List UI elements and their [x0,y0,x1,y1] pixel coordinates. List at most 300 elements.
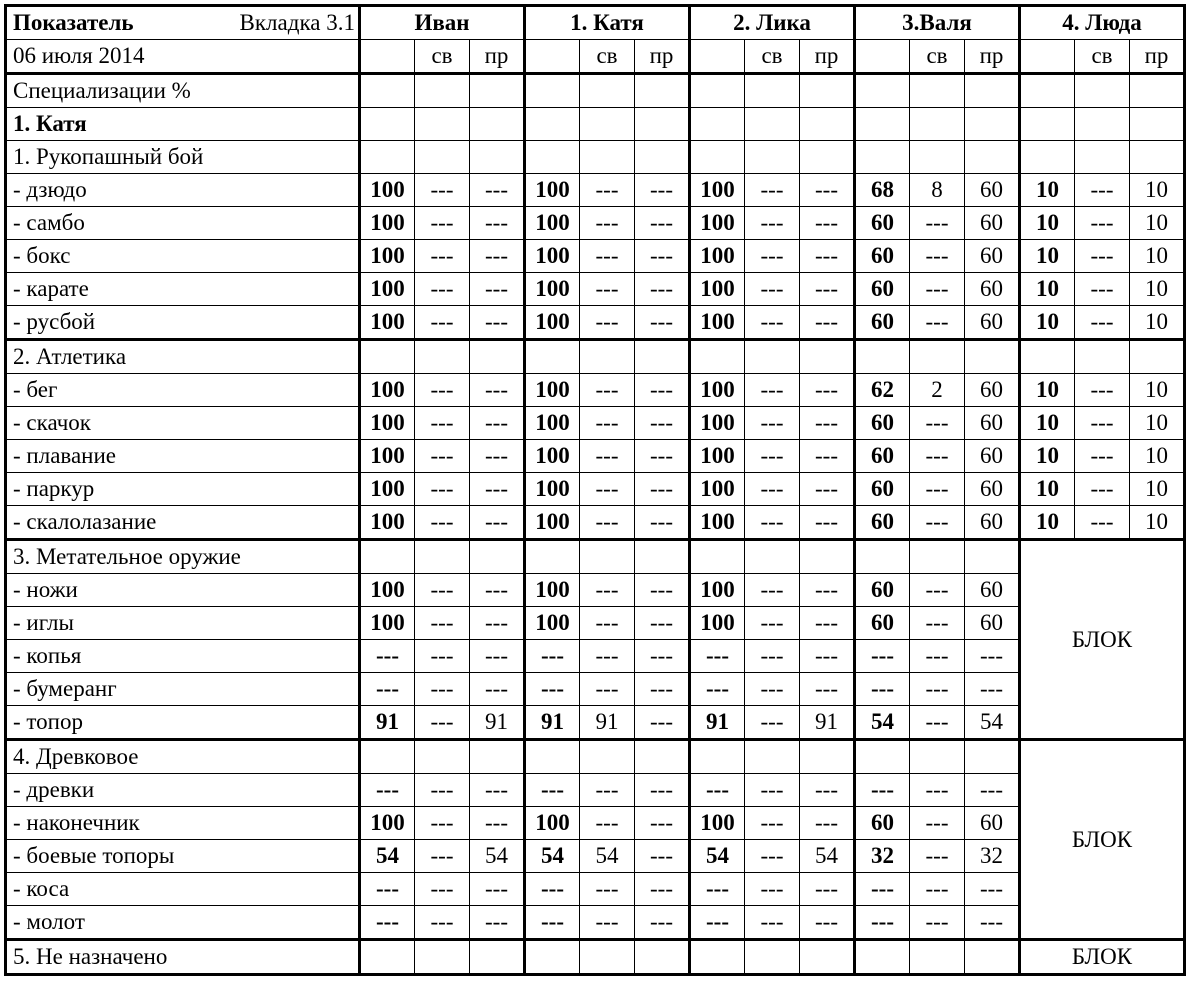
sub-header-sv: св [745,40,800,74]
value-cell-sub: 60 [965,306,1020,340]
value-cell-main: 54 [690,840,745,873]
value-cell-sub: --- [800,906,855,940]
empty-cell [690,340,745,374]
row-label: 3. Метательное оружие [6,540,360,574]
table-row [6,306,1185,340]
empty-cell [910,540,965,574]
row-label: - бег [6,374,360,407]
value-cell-sub: --- [580,506,635,540]
value-cell-sub: --- [910,473,965,506]
sub-header-blank [855,40,910,74]
value-cell-sub: --- [470,640,525,673]
empty-cell [745,540,800,574]
empty-cell [855,74,910,108]
row-label: - русбой [6,306,360,340]
empty-cell [855,108,910,141]
value-cell-sub: --- [745,207,800,240]
value-cell-sub: --- [745,840,800,873]
value-cell-sub: 60 [965,374,1020,407]
value-cell-sub: 60 [965,440,1020,473]
empty-cell [965,740,1020,774]
empty-cell [1130,141,1185,174]
row-label: - молот [6,906,360,940]
value-cell-main: 100 [690,273,745,306]
row-label: - коса [6,873,360,906]
row-label: 1. Катя [6,108,360,141]
empty-cell [965,540,1020,574]
value-cell-sub: --- [580,774,635,807]
value-cell-sub: 60 [965,807,1020,840]
value-cell-sub: --- [965,774,1020,807]
value-cell-sub: --- [1075,273,1130,306]
empty-cell [415,141,470,174]
value-cell-sub: --- [800,506,855,540]
empty-cell [910,740,965,774]
block-cell: БЛОК [1020,540,1185,740]
empty-cell [635,141,690,174]
sub-header-sv: св [1075,40,1130,74]
value-cell-main: 100 [525,473,580,506]
empty-cell [470,108,525,141]
value-cell-main: 100 [690,306,745,340]
value-cell-sub: --- [745,673,800,706]
empty-cell [635,540,690,574]
empty-cell [580,540,635,574]
empty-cell [415,108,470,141]
table-row [6,940,1185,975]
value-cell-main: --- [855,774,910,807]
sub-header-blank [360,40,415,74]
table-row [6,340,1185,374]
value-cell-sub: --- [635,840,690,873]
value-cell-sub: --- [470,774,525,807]
empty-cell [1075,74,1130,108]
row-label: - боевые топоры [6,840,360,873]
value-cell-main: --- [855,673,910,706]
value-cell-sub: --- [470,673,525,706]
value-cell-sub: --- [580,440,635,473]
empty-cell [690,74,745,108]
table-row [6,74,1185,108]
empty-cell [360,340,415,374]
value-cell-main: 100 [690,174,745,207]
value-cell-main: 10 [1020,207,1075,240]
value-cell-main: 100 [525,440,580,473]
value-cell-sub: 54 [470,840,525,873]
empty-cell [855,540,910,574]
table-row [6,440,1185,473]
value-cell-sub: 10 [1130,273,1185,306]
value-cell-main: 100 [690,407,745,440]
value-cell-sub: --- [910,506,965,540]
person-header: 1. Катя [525,6,690,40]
value-cell-sub: --- [800,240,855,273]
value-cell-sub: 60 [965,574,1020,607]
sub-header-sv: св [580,40,635,74]
value-cell-sub: --- [800,440,855,473]
table-row [6,673,1185,706]
value-cell-main: --- [360,640,415,673]
value-cell-main: 100 [525,574,580,607]
value-cell-sub: --- [415,640,470,673]
value-cell-sub: 60 [965,473,1020,506]
value-cell-main: --- [360,873,415,906]
value-cell-sub: --- [910,774,965,807]
empty-cell [1130,108,1185,141]
table-row [6,273,1185,306]
row-label: 4. Древковое [6,740,360,774]
value-cell-sub: 10 [1130,207,1185,240]
value-cell-sub: 32 [965,840,1020,873]
empty-cell [1075,340,1130,374]
empty-cell [360,740,415,774]
table-body [6,6,1185,975]
empty-cell [745,340,800,374]
empty-cell [580,74,635,108]
value-cell-sub: --- [910,240,965,273]
row-label: - карате [6,273,360,306]
value-cell-main: 60 [855,506,910,540]
table-row [6,774,1185,807]
person-header: 3.Валя [855,6,1020,40]
empty-cell [470,141,525,174]
table-row [6,506,1185,540]
value-cell-main: --- [690,774,745,807]
value-cell-sub: --- [470,440,525,473]
value-cell-sub: --- [910,207,965,240]
empty-cell [580,940,635,975]
table-row [6,374,1185,407]
block-cell: БЛОК [1020,740,1185,940]
value-cell-sub: --- [470,174,525,207]
value-cell-main: 100 [525,174,580,207]
value-cell-sub: --- [965,873,1020,906]
sub-header-pr: пр [800,40,855,74]
person-header: 4. Люда [1020,6,1185,40]
empty-cell [745,940,800,975]
value-cell-sub: --- [415,174,470,207]
value-cell-sub: --- [580,574,635,607]
value-cell-sub: --- [800,273,855,306]
value-cell-sub: --- [910,807,965,840]
value-cell-sub: --- [580,607,635,640]
value-cell-sub: --- [580,906,635,940]
row-label: Специализации % [6,74,360,108]
value-cell-sub: --- [470,574,525,607]
value-cell-sub: --- [470,607,525,640]
value-cell-sub: --- [580,673,635,706]
table-row [6,807,1185,840]
value-cell-main: 10 [1020,273,1075,306]
value-cell-sub: --- [800,473,855,506]
value-cell-main: 10 [1020,240,1075,273]
value-cell-sub: --- [470,873,525,906]
value-cell-sub: --- [470,407,525,440]
value-cell-sub: --- [1075,306,1130,340]
empty-cell [965,340,1020,374]
row-label: - копья [6,640,360,673]
value-cell-sub: --- [910,574,965,607]
row-label: - бумеранг [6,673,360,706]
table-row [6,240,1185,273]
value-cell-main: 100 [360,374,415,407]
value-cell-sub: --- [800,673,855,706]
empty-cell [360,108,415,141]
empty-cell [745,74,800,108]
empty-cell [910,141,965,174]
sub-header-pr: пр [965,40,1020,74]
value-cell-sub: --- [470,207,525,240]
value-cell-sub: --- [635,240,690,273]
sub-header-blank [690,40,745,74]
value-cell-sub: --- [470,273,525,306]
value-cell-main: 100 [360,473,415,506]
value-cell-main: 91 [525,706,580,740]
empty-cell [470,340,525,374]
value-cell-sub: --- [415,273,470,306]
value-cell-sub: --- [745,240,800,273]
value-cell-sub: --- [415,706,470,740]
value-cell-main: --- [360,906,415,940]
row-label: 2. Атлетика [6,340,360,374]
value-cell-main: --- [525,873,580,906]
table-row [6,607,1185,640]
row-label: - древки [6,774,360,807]
value-cell-sub: --- [635,306,690,340]
empty-cell [910,340,965,374]
value-cell-sub: --- [470,906,525,940]
value-cell-main: 10 [1020,306,1075,340]
value-cell-sub: --- [745,407,800,440]
value-cell-sub: 10 [1130,407,1185,440]
value-cell-sub: --- [635,607,690,640]
value-cell-main: 100 [690,440,745,473]
row-label: 1. Рукопашный бой [6,141,360,174]
value-cell-sub: --- [745,640,800,673]
value-cell-sub: --- [1075,374,1130,407]
value-cell-sub: --- [1075,506,1130,540]
value-cell-sub: --- [415,440,470,473]
value-cell-sub: --- [635,207,690,240]
value-cell-sub: --- [745,440,800,473]
value-cell-main: --- [525,774,580,807]
value-cell-sub: --- [1075,407,1130,440]
person-header: 2. Лика [690,6,855,40]
table-row [6,574,1185,607]
value-cell-main: --- [525,906,580,940]
value-cell-sub: --- [635,174,690,207]
value-cell-sub: --- [745,473,800,506]
value-cell-sub: --- [800,774,855,807]
value-cell-sub: --- [470,240,525,273]
value-cell-sub: 10 [1130,174,1185,207]
value-cell-sub: --- [800,640,855,673]
value-cell-sub: --- [910,706,965,740]
value-cell-sub: --- [580,807,635,840]
value-cell-sub: --- [470,506,525,540]
empty-cell [855,940,910,975]
value-cell-main: --- [525,640,580,673]
value-cell-sub: --- [580,240,635,273]
header-date: 06 июля 2014 [6,40,360,74]
value-cell-sub: --- [800,374,855,407]
value-cell-sub: --- [745,374,800,407]
value-cell-sub: 60 [965,240,1020,273]
value-cell-sub: --- [415,506,470,540]
value-cell-sub: 54 [580,840,635,873]
value-cell-sub: 60 [965,607,1020,640]
value-cell-sub: --- [910,840,965,873]
value-cell-main: 68 [855,174,910,207]
value-cell-sub: 10 [1130,240,1185,273]
row-label: - топор [6,706,360,740]
value-cell-main: 60 [855,473,910,506]
value-cell-main: 60 [855,273,910,306]
value-cell-sub: --- [745,774,800,807]
empty-cell [580,340,635,374]
row-label: - ножи [6,574,360,607]
empty-cell [415,74,470,108]
value-cell-sub: 91 [580,706,635,740]
value-cell-sub: 2 [910,374,965,407]
empty-cell [635,108,690,141]
row-label: - паркур [6,473,360,506]
value-cell-sub: --- [745,506,800,540]
value-cell-main: --- [690,673,745,706]
empty-cell [360,74,415,108]
value-cell-sub: --- [965,673,1020,706]
value-cell-sub: --- [635,473,690,506]
table-row [6,540,1185,574]
value-cell-sub: --- [415,574,470,607]
table-row [6,840,1185,873]
empty-cell [525,74,580,108]
value-cell-main: 100 [360,506,415,540]
value-cell-sub: 91 [470,706,525,740]
value-cell-sub: --- [1075,473,1130,506]
value-cell-main: --- [360,774,415,807]
value-cell-main: --- [690,873,745,906]
value-cell-sub: --- [910,607,965,640]
value-cell-main: 60 [855,574,910,607]
empty-cell [1075,141,1130,174]
sub-header-pr: пр [1130,40,1185,74]
row-label: - скачок [6,407,360,440]
sub-header-sv: св [910,40,965,74]
empty-cell [470,740,525,774]
empty-cell [580,740,635,774]
value-cell-sub: --- [635,706,690,740]
row-label: 5. Не назначено [6,940,360,975]
value-cell-sub: --- [1075,440,1130,473]
value-cell-sub: --- [635,407,690,440]
person-header: Иван [360,6,525,40]
value-cell-sub: --- [635,506,690,540]
value-cell-main: 100 [525,240,580,273]
header-row-1 [6,6,1185,40]
value-cell-sub: --- [635,673,690,706]
value-cell-main: 60 [855,407,910,440]
empty-cell [800,141,855,174]
value-cell-main: 100 [690,607,745,640]
empty-cell [635,740,690,774]
value-cell-sub: --- [635,574,690,607]
value-cell-sub: 60 [965,506,1020,540]
value-cell-main: 100 [690,574,745,607]
value-cell-main: 10 [1020,374,1075,407]
value-cell-main: 60 [855,440,910,473]
sub-header-blank [525,40,580,74]
value-cell-sub: --- [635,807,690,840]
value-cell-main: 100 [360,273,415,306]
table-row [6,141,1185,174]
empty-cell [635,940,690,975]
value-cell-sub: --- [910,440,965,473]
value-cell-sub: --- [1075,240,1130,273]
empty-cell [690,540,745,574]
value-cell-sub: --- [635,873,690,906]
skills-table [4,4,1186,976]
value-cell-sub: --- [635,774,690,807]
value-cell-sub: 10 [1130,473,1185,506]
sub-header-pr: пр [635,40,690,74]
value-cell-sub: --- [910,873,965,906]
value-cell-sub: --- [415,207,470,240]
value-cell-main: 100 [360,407,415,440]
value-cell-sub: --- [580,174,635,207]
value-cell-main: 100 [525,306,580,340]
value-cell-sub: --- [415,873,470,906]
value-cell-sub: 54 [965,706,1020,740]
value-cell-sub: --- [910,306,965,340]
value-cell-main: 91 [360,706,415,740]
value-cell-sub: 60 [965,207,1020,240]
value-cell-sub: --- [470,374,525,407]
empty-cell [525,141,580,174]
value-cell-main: 100 [690,374,745,407]
sub-header-pr: пр [470,40,525,74]
value-cell-sub: --- [580,306,635,340]
value-cell-sub: --- [745,607,800,640]
row-label: - скалолазание [6,506,360,540]
empty-cell [635,340,690,374]
value-cell-main: 54 [360,840,415,873]
empty-cell [800,740,855,774]
row-label: - иглы [6,607,360,640]
value-cell-main: 100 [525,273,580,306]
empty-cell [690,940,745,975]
header-tab-label: Вкладка 3.1 [239,10,355,35]
value-cell-main: 100 [525,374,580,407]
value-cell-main: --- [690,640,745,673]
empty-cell [525,108,580,141]
empty-cell [1020,74,1075,108]
value-cell-sub: --- [580,873,635,906]
value-cell-main: 100 [690,506,745,540]
value-cell-main: 100 [360,207,415,240]
sub-header-sv: св [415,40,470,74]
row-label: - бокс [6,240,360,273]
value-cell-main: 60 [855,607,910,640]
value-cell-sub: --- [415,407,470,440]
value-cell-sub: 10 [1130,506,1185,540]
empty-cell [965,108,1020,141]
table-row [6,174,1185,207]
sub-header-blank [1020,40,1075,74]
value-cell-sub: --- [635,374,690,407]
value-cell-sub: --- [470,306,525,340]
empty-cell [415,740,470,774]
